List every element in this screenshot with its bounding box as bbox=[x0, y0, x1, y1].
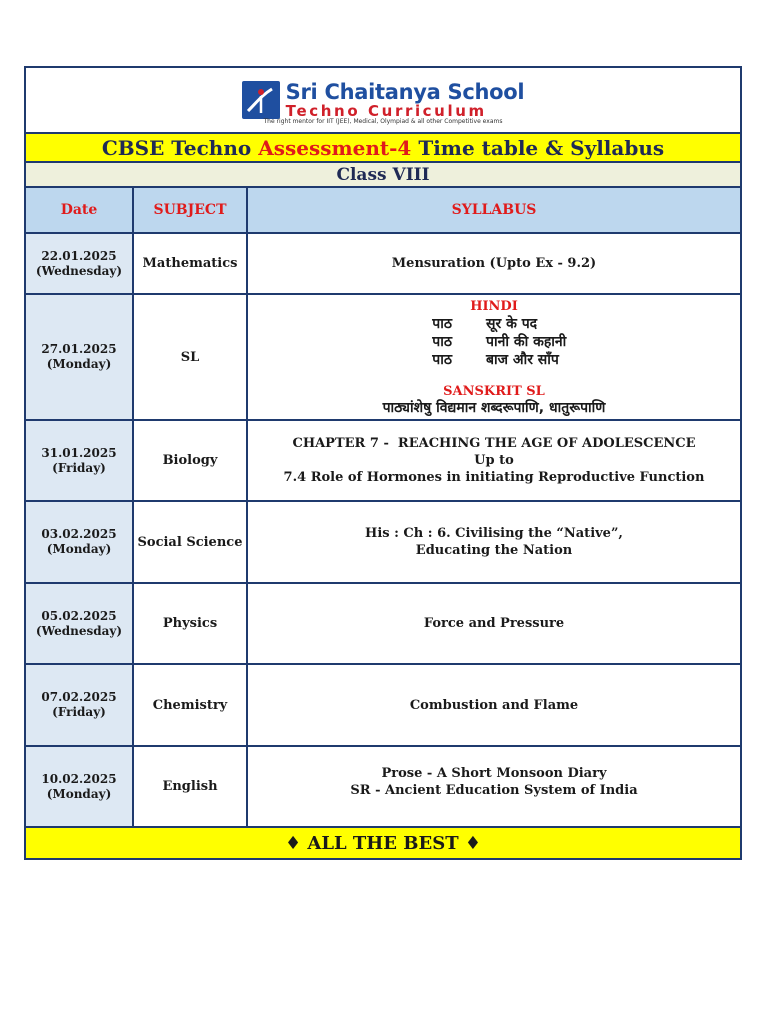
date-cell bbox=[26, 584, 134, 663]
syllabus-line: SR - Ancient Education System of India bbox=[350, 783, 638, 798]
syllabus-cell: Mensuration (Upto Ex - 9.2) bbox=[391, 256, 597, 271]
footer-banner: ♦ ALL THE BEST ♦ bbox=[26, 828, 740, 858]
syllabus-cell bbox=[248, 421, 740, 500]
title-highlight: Assessment-4 bbox=[258, 135, 412, 160]
school-emblem-icon bbox=[242, 81, 280, 119]
subject-cell: Mathematics bbox=[134, 234, 248, 293]
syllabus-cell bbox=[248, 747, 740, 826]
sanskrit-heading: SANSKRIT SL bbox=[443, 383, 545, 399]
date-cell bbox=[26, 502, 134, 582]
lesson-label: पाठ bbox=[432, 315, 452, 332]
hindi-syllabus bbox=[412, 315, 576, 369]
exam-day: (Friday) bbox=[52, 705, 106, 719]
title-part2: Time table & Syllabus bbox=[411, 135, 665, 160]
subject-cell: Chemistry bbox=[134, 665, 248, 745]
lesson-title: बाज और साँप bbox=[486, 351, 559, 368]
timetable-sheet bbox=[24, 66, 742, 860]
header-syllabus: SYLLABUS bbox=[451, 202, 537, 218]
subject-cell: Social Science bbox=[134, 502, 248, 582]
lesson-title: सूर के पद bbox=[486, 315, 538, 332]
exam-day: (Wednesday) bbox=[35, 263, 123, 278]
exam-date: 31.01.2025 bbox=[41, 445, 117, 460]
hindi-heading: HINDI bbox=[470, 298, 518, 314]
header-subject: SUBJECT bbox=[134, 188, 248, 232]
title-part1: CBSE Techno bbox=[101, 135, 259, 160]
table-row bbox=[26, 295, 740, 421]
subject-cell: English bbox=[134, 747, 248, 826]
exam-date: 07.02.2025 bbox=[41, 690, 117, 704]
school-logo bbox=[242, 81, 525, 120]
syllabus-cell: Combustion and Flame bbox=[409, 697, 579, 713]
syllabus-line: 7.4 Role of Hormones in initiating Reproductive Function bbox=[283, 470, 705, 485]
header-date: Date bbox=[26, 188, 134, 232]
hindi-line bbox=[412, 351, 576, 369]
exam-date: 05.02.2025 bbox=[41, 608, 117, 623]
exam-date: 03.02.2025 bbox=[41, 527, 117, 541]
table-row bbox=[26, 747, 740, 828]
exam-date: 10.02.2025 bbox=[41, 771, 117, 786]
syllabus-line: Educating the Nation bbox=[415, 543, 573, 558]
subject-cell: Biology bbox=[134, 421, 248, 500]
date-cell bbox=[26, 665, 134, 745]
hindi-line bbox=[412, 333, 576, 351]
syllabus-line: CHAPTER 7 - REACHING THE AGE OF ADOLESCENCE bbox=[292, 436, 696, 451]
table-row bbox=[26, 421, 740, 502]
date-cell bbox=[26, 295, 134, 419]
lesson-title: पानी की कहानी bbox=[486, 333, 567, 350]
logo-title: Sri Chaitanya School bbox=[285, 79, 525, 104]
subject-cell: SL bbox=[134, 295, 248, 419]
hindi-line bbox=[412, 315, 576, 333]
exam-date: 22.01.2025 bbox=[41, 248, 117, 263]
exam-day: (Friday) bbox=[52, 460, 106, 475]
date-cell bbox=[26, 421, 134, 500]
syllabus-cell bbox=[248, 295, 740, 419]
syllabus-line: His : Ch : 6. Civilising the “Native”, bbox=[365, 526, 623, 541]
table-row bbox=[26, 584, 740, 665]
syllabus-line: Up to bbox=[474, 453, 514, 468]
exam-day: (Monday) bbox=[46, 786, 112, 801]
page-title bbox=[26, 134, 740, 163]
exam-day: (Wednesday) bbox=[35, 623, 123, 638]
subject-cell: Physics bbox=[134, 584, 248, 663]
sanskrit-syllabus: पाठ्यांशेषु विद्यमान शब्दरूपाणि, धातुरूपाणि bbox=[382, 399, 606, 416]
lesson-label: पाठ bbox=[432, 333, 452, 350]
class-label: Class VIII bbox=[26, 163, 740, 188]
table-header bbox=[26, 188, 740, 234]
exam-date: 27.01.2025 bbox=[41, 342, 117, 356]
date-cell bbox=[26, 234, 134, 293]
logo-subtitle: Techno Curriculum bbox=[285, 101, 487, 120]
syllabus-cell bbox=[248, 502, 740, 582]
exam-day: (Monday) bbox=[46, 357, 112, 371]
syllabus-cell: Force and Pressure bbox=[423, 616, 565, 631]
exam-day: (Monday) bbox=[46, 542, 112, 556]
table-row bbox=[26, 234, 740, 295]
lesson-label: पाठ bbox=[432, 351, 452, 368]
syllabus-line: Prose - A Short Monsoon Diary bbox=[381, 766, 607, 781]
date-cell bbox=[26, 747, 134, 826]
table-row bbox=[26, 502, 740, 584]
table-row bbox=[26, 665, 740, 747]
logo-tagline: The right mentor for IIT (JEE), Medical, Olympiad & all other Competitive exams bbox=[263, 118, 503, 125]
logo-banner bbox=[26, 68, 740, 134]
